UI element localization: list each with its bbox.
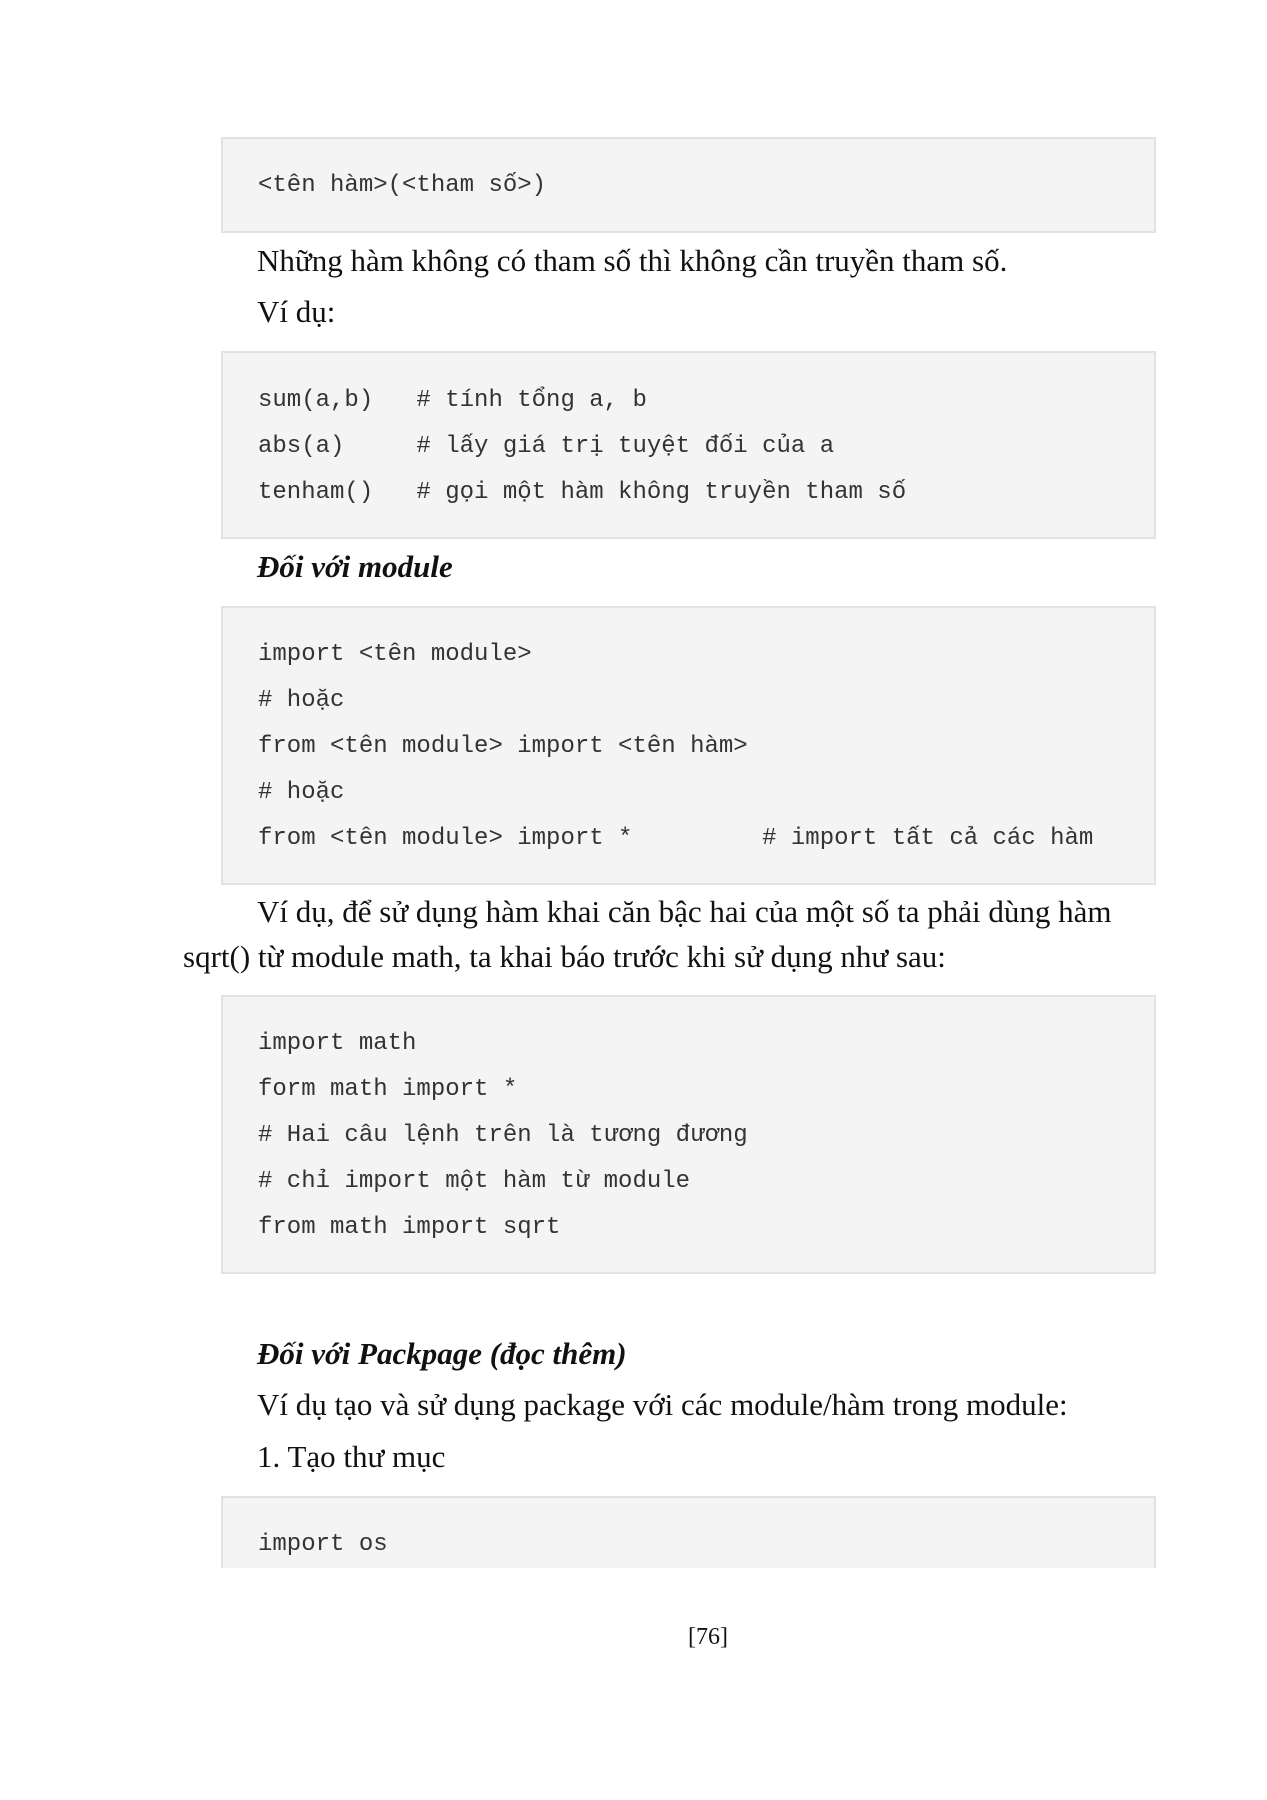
heading-module: Đối với module (257, 549, 453, 584)
code-line: # hoặc (258, 779, 345, 806)
code-line: <tên hàm>(<tham số>) (258, 172, 547, 199)
paragraph-package: Ví dụ tạo và sử dụng package với các module/hàm trong module: (257, 1387, 1068, 1422)
code-line: abs(a) # lấy giá trị tuyệt đối của a (258, 433, 835, 460)
code-line: tenham() # gọi một hàm không truyền tham số (258, 479, 907, 506)
code-line: import os (258, 1531, 388, 1558)
code-line: from <tên module> import <tên hàm> (258, 733, 748, 760)
code-block-function-examples (221, 351, 1156, 539)
code-block-math-example (221, 995, 1156, 1274)
code-line: # hoặc (258, 687, 345, 714)
page-number: [76] (688, 1624, 728, 1650)
step-1: 1. Tạo thư mục (257, 1439, 446, 1474)
heading-package: Đối với Packpage (đọc thêm) (257, 1336, 627, 1371)
code-line: from <tên module> import * # import tất cả các hàm (258, 825, 1094, 852)
code-block-function-syntax (221, 137, 1156, 233)
code-line: import math (258, 1030, 417, 1057)
code-line: from math import sqrt (258, 1214, 561, 1241)
code-line: # Hai câu lệnh trên là tương đương (258, 1122, 748, 1149)
paragraph-sqrt-line1: Ví dụ, để sử dụng hàm khai căn bậc hai của một số ta phải dùng hàm (257, 894, 1112, 929)
code-block-os (221, 1496, 1156, 1568)
code-line: form math import * (258, 1076, 518, 1103)
paragraph-sqrt-line2: sqrt() từ module math, ta khai báo trước khi sử dụng như sau: (183, 939, 946, 974)
example-label: Ví dụ: (257, 294, 336, 329)
code-block-module-syntax (221, 606, 1156, 885)
paragraph-no-params: Những hàm không có tham số thì không cần truyền tham số. (257, 243, 1008, 278)
code-line: # chỉ import một hàm từ module (258, 1168, 691, 1195)
code-line: sum(a,b) # tính tổng a, b (258, 387, 647, 414)
code-line: import <tên module> (258, 641, 532, 668)
